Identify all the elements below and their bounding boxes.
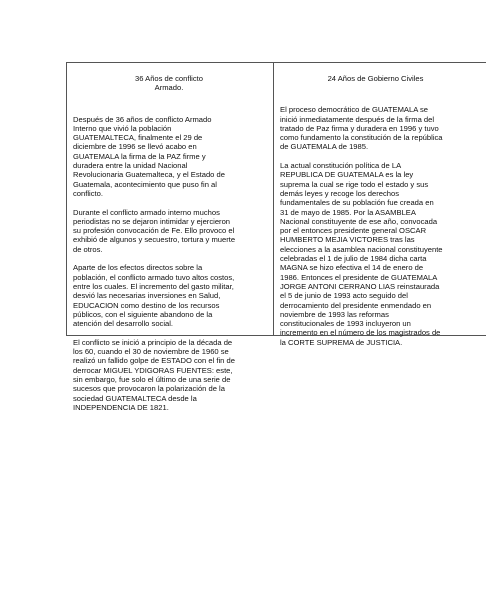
right-column-heading: 24 Años de Gobierno Civiles: [327, 74, 424, 83]
left-paragraph: Durante el conflicto armado interno muchos periodistas no se dejaron intimidar y ejercieron su profesión convocación de Fe. Ello provoco el exhibió de algunos y secuestro, tortura y muerte de otros.: [73, 207, 236, 254]
left-paragraph: El conflicto se inició a principio de la década de los 60, cuando el 30 de noviembre de 1960 se realizó un fallido golpe de ESTADO con el fin de derrocar MIGUEL YDIGORAS FUENTES: este, sin embargo, fue solo el último de una serie de sucesos que provocaron la polarización de la sociedad GUATEMALTECA desde la INDEPENDENCIA DE 1821.: [73, 337, 235, 412]
left-paragraph: Después de 36 años de conflicto Armado Interno que vivió la población GUATEMALTECA, finalmente el 29 de diciembre de 1996 se llevó acabo en GUATEMALA la firma de la PAZ firme y duradera entre la unidad Nacional Revolucionaria Guatemalteca, y el Estado de Guatemala, acontecimiento que puso fin al conflicto.: [73, 114, 225, 198]
right-paragraph: El proceso democrático de GUATEMALA se inició inmediatamente después de la firma del tratado de Paz firma y duradera en 1996 y tuvo como fundamento la constitución de la república de GUATEMALA de 1985.: [280, 105, 443, 152]
two-column-table: [66, 62, 486, 412]
left-paragraph: Aparte de los efectos directos sobre la población, el conflicto armado tuvo altos costos, entre los cuales. El incremento del gasto militar, desvió las necesarias inversiones en Salud, EDUCACION como destino de los recursos públicos, con el siguiente abandono de la atención del desarrollo social.: [73, 263, 235, 329]
right-paragraph: La actual constitución política de LA REPUBLICA DE GUATEMALA es la ley suprema la cual se rige todo el estado y sus demás leyes y recoge los derechos fundamentales de su población fue creada en 31 de mayo de 1985. Por la ASAMBLEA Nacional constituyente de ese año, convocada por el entonces presidente general OSCAR HUMBERTO MEJIA VICTORES tras las elecciones a la asamblea nacional constituyente celebradas el 1 de julio de 1984 dicha carta MAGNA se hizo efectiva el 14 de enero de 1986. Entonces el presidente de GUATEMALA JORGE ANTONI CERRANO LIAS reinstaurada el 5 de junio de 1993 acto seguido del derrocamiento del presidente enmendado en noviembre de 1993 las reformas constitucionales de 1993 incluyeron un incremento en el número de los magistrados de la CORTE SUPREMA de JUSTICIA.: [280, 161, 443, 347]
left-column-heading: 36 Años de conflicto Armado.: [135, 74, 203, 93]
left-column: [67, 63, 274, 412]
right-column: [274, 63, 487, 347]
